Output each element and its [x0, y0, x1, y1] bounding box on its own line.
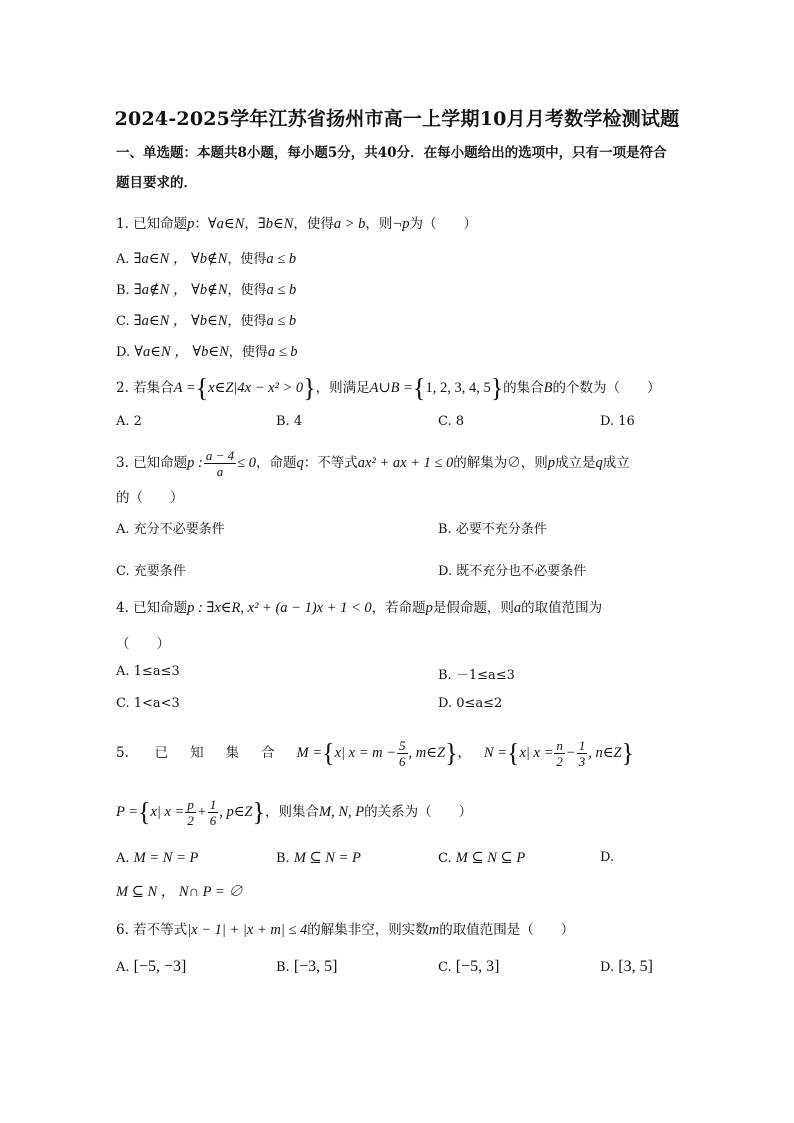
q2-option-b[interactable]: B. 4 — [276, 414, 303, 429]
q6-option-d[interactable]: D. [3, 5] — [600, 958, 653, 975]
q2-option-c[interactable]: C. 8 — [438, 414, 465, 429]
q1-option-b[interactable]: B. ∃a∉N ， ∀b∉N，使得a ≤ b — [116, 282, 297, 298]
q3-option-c[interactable]: C. 充要条件 — [116, 564, 186, 579]
q1-option-c[interactable]: C. ∃a∈N ， ∀b∈N，使得a ≤ b — [116, 313, 297, 329]
q6-option-c[interactable]: C. [−5, 3] — [438, 958, 500, 975]
section-heading: 一、单选题：本题共8小题，每小题5分，共40分．在每小题给出的选项中，只有一项是符合题目要求的． — [116, 145, 667, 191]
q4-option-a[interactable]: A. 1≤a≤3 — [116, 664, 180, 679]
q5-option-c[interactable]: C. M ⊆ N ⊆ P — [438, 850, 526, 866]
q1-option-a[interactable]: A. ∃a∈N ， ∀b∉N，使得a ≤ b — [116, 251, 297, 267]
exam-title: 2024-2025学年江苏省扬州市高一上学期10月月考数学检测试题 — [114, 108, 680, 130]
q3-option-a[interactable]: A. 充分不必要条件 — [116, 522, 225, 537]
question-6: 6. 若不等式|x − 1| + |x + m| ≤ 4的解集非空，则实数m的取值范围是（ ） — [116, 922, 575, 938]
question-2: 2. 若集合A ={x∈Z|4x − x² > 0}，则满足A∪B ={1, 2, 3, 4, 5}的集合B的个数为（ ） — [116, 373, 661, 403]
question-3-line2: 的（ ） — [116, 490, 184, 506]
question-5: 5. 已知集合M ={x| x = m − $\frac{5}{6}$ , m∈Z}， N ={x| x = $\frac{n}{2}$ − $\frac{1}{3}$ , n∈Z} — [116, 738, 634, 769]
question-4: 4. 已知命题p : ∃x∈R, x² + (a − 1)x + 1 < 0，若命题p是假命题，则a的取值范围为 — [116, 600, 603, 616]
q2-option-a[interactable]: A. 2 — [116, 414, 142, 429]
q4-option-c[interactable]: C. 1<a<3 — [116, 696, 180, 711]
q6-option-b[interactable]: B. [−3, 5] — [276, 958, 338, 975]
q5-option-a[interactable]: A. M = N = P — [116, 850, 199, 866]
q3-option-b[interactable]: B. 必要不充分条件 — [438, 522, 547, 537]
question-1: 1. 已知命题p：∀a∈N，∃b∈N，使得a > b，则¬p为（ ） — [116, 216, 477, 232]
q3-option-d[interactable]: D. 既不充分也不必要条件 — [438, 564, 587, 579]
q5-option-b[interactable]: B. M ⊆ N = P — [276, 850, 361, 866]
q1-option-d[interactable]: D. ∀a∈N ， ∀b∈N，使得a ≤ b — [116, 344, 298, 360]
q2-option-d[interactable]: D. 16 — [600, 414, 635, 429]
question-5-line2: P ={x| x = $\frac{p}{2}$ + $\frac{1}{6}$ , p∈Z}，则集合M, N, P的关系为（ ） — [116, 797, 473, 828]
q6-option-a[interactable]: A. [−5, −3] — [116, 958, 187, 975]
q5-option-d-content: M ⊆ N ， N∩ P = ∅ — [116, 884, 243, 900]
q5-option-d[interactable]: D. — [600, 850, 615, 865]
q4-option-b[interactable]: B. －1≤a≤3 — [438, 668, 515, 683]
question-3: 3. 已知命题p : $\frac{a - 4}{a}$ ≤ 0，命题q：不等式ax² + ax + 1 ≤ 0的解集为∅，则p成立是q成立 — [116, 448, 630, 479]
question-4-line2: （ ） — [116, 636, 170, 652]
q4-option-d[interactable]: D. 0≤a≤2 — [438, 696, 503, 711]
